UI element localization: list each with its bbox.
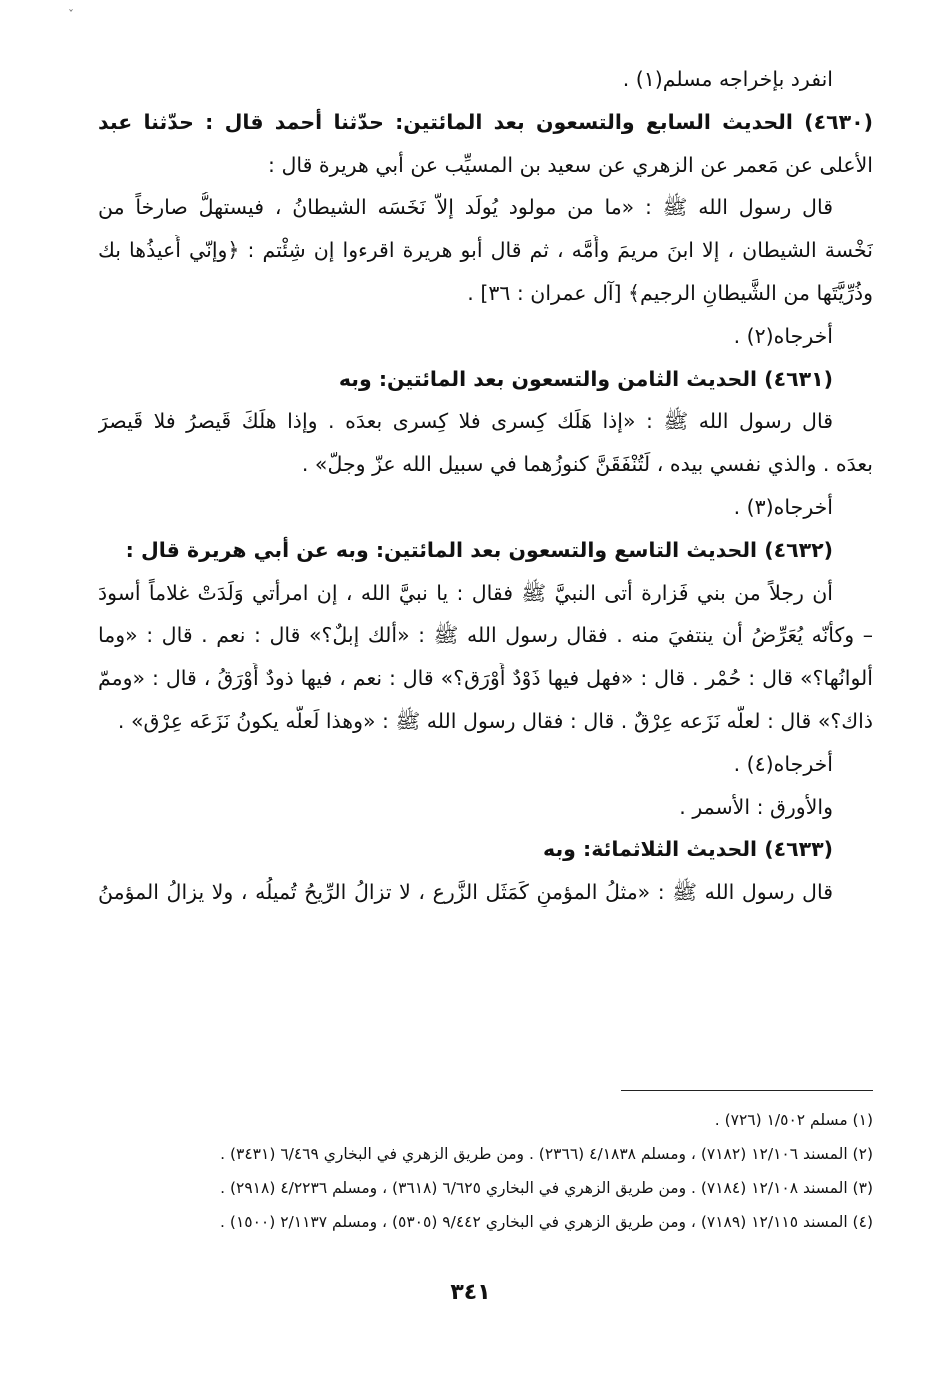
footnote: (٣) المسند ١٢/١٠٨ (٧١٨٤) . ومن طريق الزهري في البخاري ٦/٦٢٥ (٣٦١٨) ، ومسلم ٤/٢٢٣٦ (٢٩١٨) .: [220, 1179, 873, 1197]
text-line: – وكأنّه يُعَرِّضُ أن ينتفيَ منه . فقال رسول الله ﷺ : «ألك إبلٌ؟» قال : نعم . قال : «وما: [98, 623, 873, 648]
text-line: نَخْسة الشيطان ، إلا ابنَ مريمَ وأُمَّه ، ثم قال أبو هريرة اقرءوا إن شِئْتم : ﴿وإنّي أُعيذُها بك: [98, 238, 873, 263]
text-line: قال رسول الله ﷺ : «مثلُ المؤمنِ كَمَثَل الزَّرع ، لا تزالُ الرِّيحُ تُميلُه ، ولا يزالُ المؤمنُ: [98, 880, 833, 905]
text-line: أخرجاه(٣) .: [733, 494, 833, 519]
text-line: بعدَه . والذي نفسي بيده ، لَتُنْفَقَنَّ كنوزُهما في سبيل الله عزّ وجلّ» .: [301, 452, 873, 477]
hadith-heading: (٤٦٣٠) الحديث السابع والتسعون بعد المائتين: حدّثنا أحمد قال : حدّثنا عبد: [98, 109, 873, 134]
hadith-heading: (٤٦٣١) الحديث الثامن والتسعون بعد المائتين: وبه: [338, 366, 833, 391]
footnote: (٢) المسند ١٢/١٠٦ (٧١٨٢) ، ومسلم ٤/١٨٣٨ (٢٣٦٦) . ومن طريق الزهري في البخاري ٦/٤٦٩ (٣٤٣١) .: [220, 1145, 873, 1163]
text-line: أن رجلاً من بني فَزارة أتى النبيَّ ﷺ فقال : يا نبيَّ الله ، إن امرأتي وَلَدَتْ غلاماً أسودَ: [98, 580, 833, 605]
footnote: (١) مسلم ١/٥٠٢ (٧٢٦) .: [714, 1111, 873, 1129]
text-line: والأورق : الأسمر .: [679, 794, 833, 819]
text-line: ألوانُها؟» قال : حُمْر . قال : «فهل فيها ذَوْدٌ أَوْرَق؟» قال : نعم ، فيها ذودٌ أَوْرَقُ ، قال : «وممّ: [98, 666, 873, 691]
text-line: انفرد بإخراجه مسلم(١) .: [622, 67, 833, 91]
hadith-heading: (٤٦٣٢) الحديث التاسع والتسعون بعد المائتين: وبه عن أبي هريرة قال :: [125, 537, 833, 562]
hadith-heading: (٤٦٣٣) الحديث الثلاثمائة: وبه: [543, 837, 833, 862]
text-line: قال رسول الله ﷺ : «ما من مولود يُولَد إلاّ نَخَسَه الشيطانُ ، فيستهلُّ صارخاً من: [98, 195, 833, 220]
text-line: أخرجاه(٢) .: [733, 323, 833, 348]
text-line: قال رسول الله ﷺ : «إذا هَلَك كِسرى فلا كِسرى بعدَه . وإذا هلَكَ قَيصرُ فلا قَيصرَ: [98, 409, 833, 434]
footnote: (٤) المسند ١٢/١١٥ (٧١٨٩) ، ومن طريق الزهري في البخاري ٩/٤٤٢ (٥٣٠٥) ، ومسلم ٢/١١٣٧ (١٥٠٠) .: [220, 1213, 873, 1231]
text-line: ذاك؟» قال : لعلّه نَزَعه عِرْقٌ . قال : فقال رسول الله ﷺ : «وهذا لَعلّه يكونُ نَزَعَه عِرْق» .: [117, 708, 873, 733]
text-line: وذُرِّيَّتَها من الشَّيطانِ الرجيم﴾ [آل عمران : ٣٦] .: [467, 280, 873, 305]
main-text: [98, 64, 873, 920]
footnotes: [98, 1107, 873, 1243]
footnote-separator: [621, 1090, 873, 1091]
corner-mark: ˇ: [68, 8, 74, 22]
text-line: الأعلى عن مَعمر عن الزهري عن سعيد بن المسيِّب عن أبي هريرة قال :: [268, 152, 873, 177]
text-line: أخرجاه(٤) .: [733, 751, 833, 776]
page-number: ٣٤١: [450, 1280, 491, 1305]
